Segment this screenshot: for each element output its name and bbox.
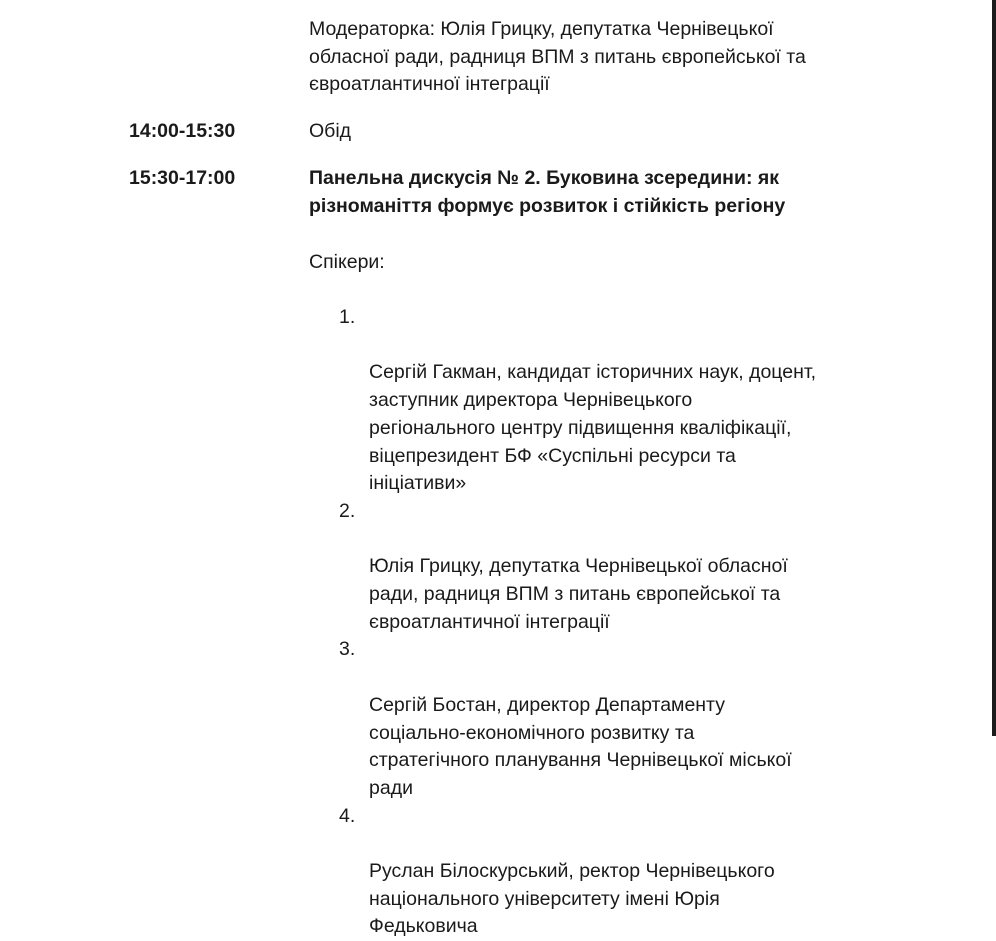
moderator-text: Модераторка: Юлія Грицку, депутатка Чернівецької обласної ради, радниця ВПМ з питань європейської та євроатлантичної інтеграції <box>309 18 806 96</box>
list-item-number: 4. <box>339 804 356 827</box>
session-time-panel: 15:30-17:00 <box>129 167 236 189</box>
list-item-number: 1. <box>339 306 356 328</box>
list-item <box>339 803 869 941</box>
list-item <box>339 304 869 498</box>
session-title-lunch: Обід <box>309 120 352 142</box>
list-item-text: Юлія Грицку, депутатка Чернівецької обласної ради, радниця ВПМ з питань європейської та євроатлантичної інтеграції <box>369 555 788 633</box>
list-item-text: Сергій Гакман, кандидат історичних наук, доцент, заступник директора Чернівецького регіонального центру підвищення кваліфікації, віцепрезидент БФ «Суспільні ресурси та ініціативи» <box>369 361 817 495</box>
page-edge-border <box>992 0 996 736</box>
list-item <box>339 636 869 802</box>
list-item-number: 2. <box>339 499 356 522</box>
speakers-heading: Спікери: <box>309 251 385 273</box>
session-title-panel: Панельна дискусія № 2. Буковина зсередини: як різноманіття формує розвиток і стійкість регіону <box>309 167 786 217</box>
speakers-list <box>339 304 869 941</box>
list-item-text: Сергій Бостан, директор Департаменту соціально-економічного розвитку та стратегічного планування Чернівецької міської ради <box>369 693 792 799</box>
session-time-lunch: 14:00-15:30 <box>129 120 236 142</box>
list-item <box>339 498 869 637</box>
list-item-number: 3. <box>339 638 356 661</box>
list-item-text: Руслан Білоскурський, ректор Чернівецького національного університету імені Юрія Федьковича <box>369 860 775 938</box>
